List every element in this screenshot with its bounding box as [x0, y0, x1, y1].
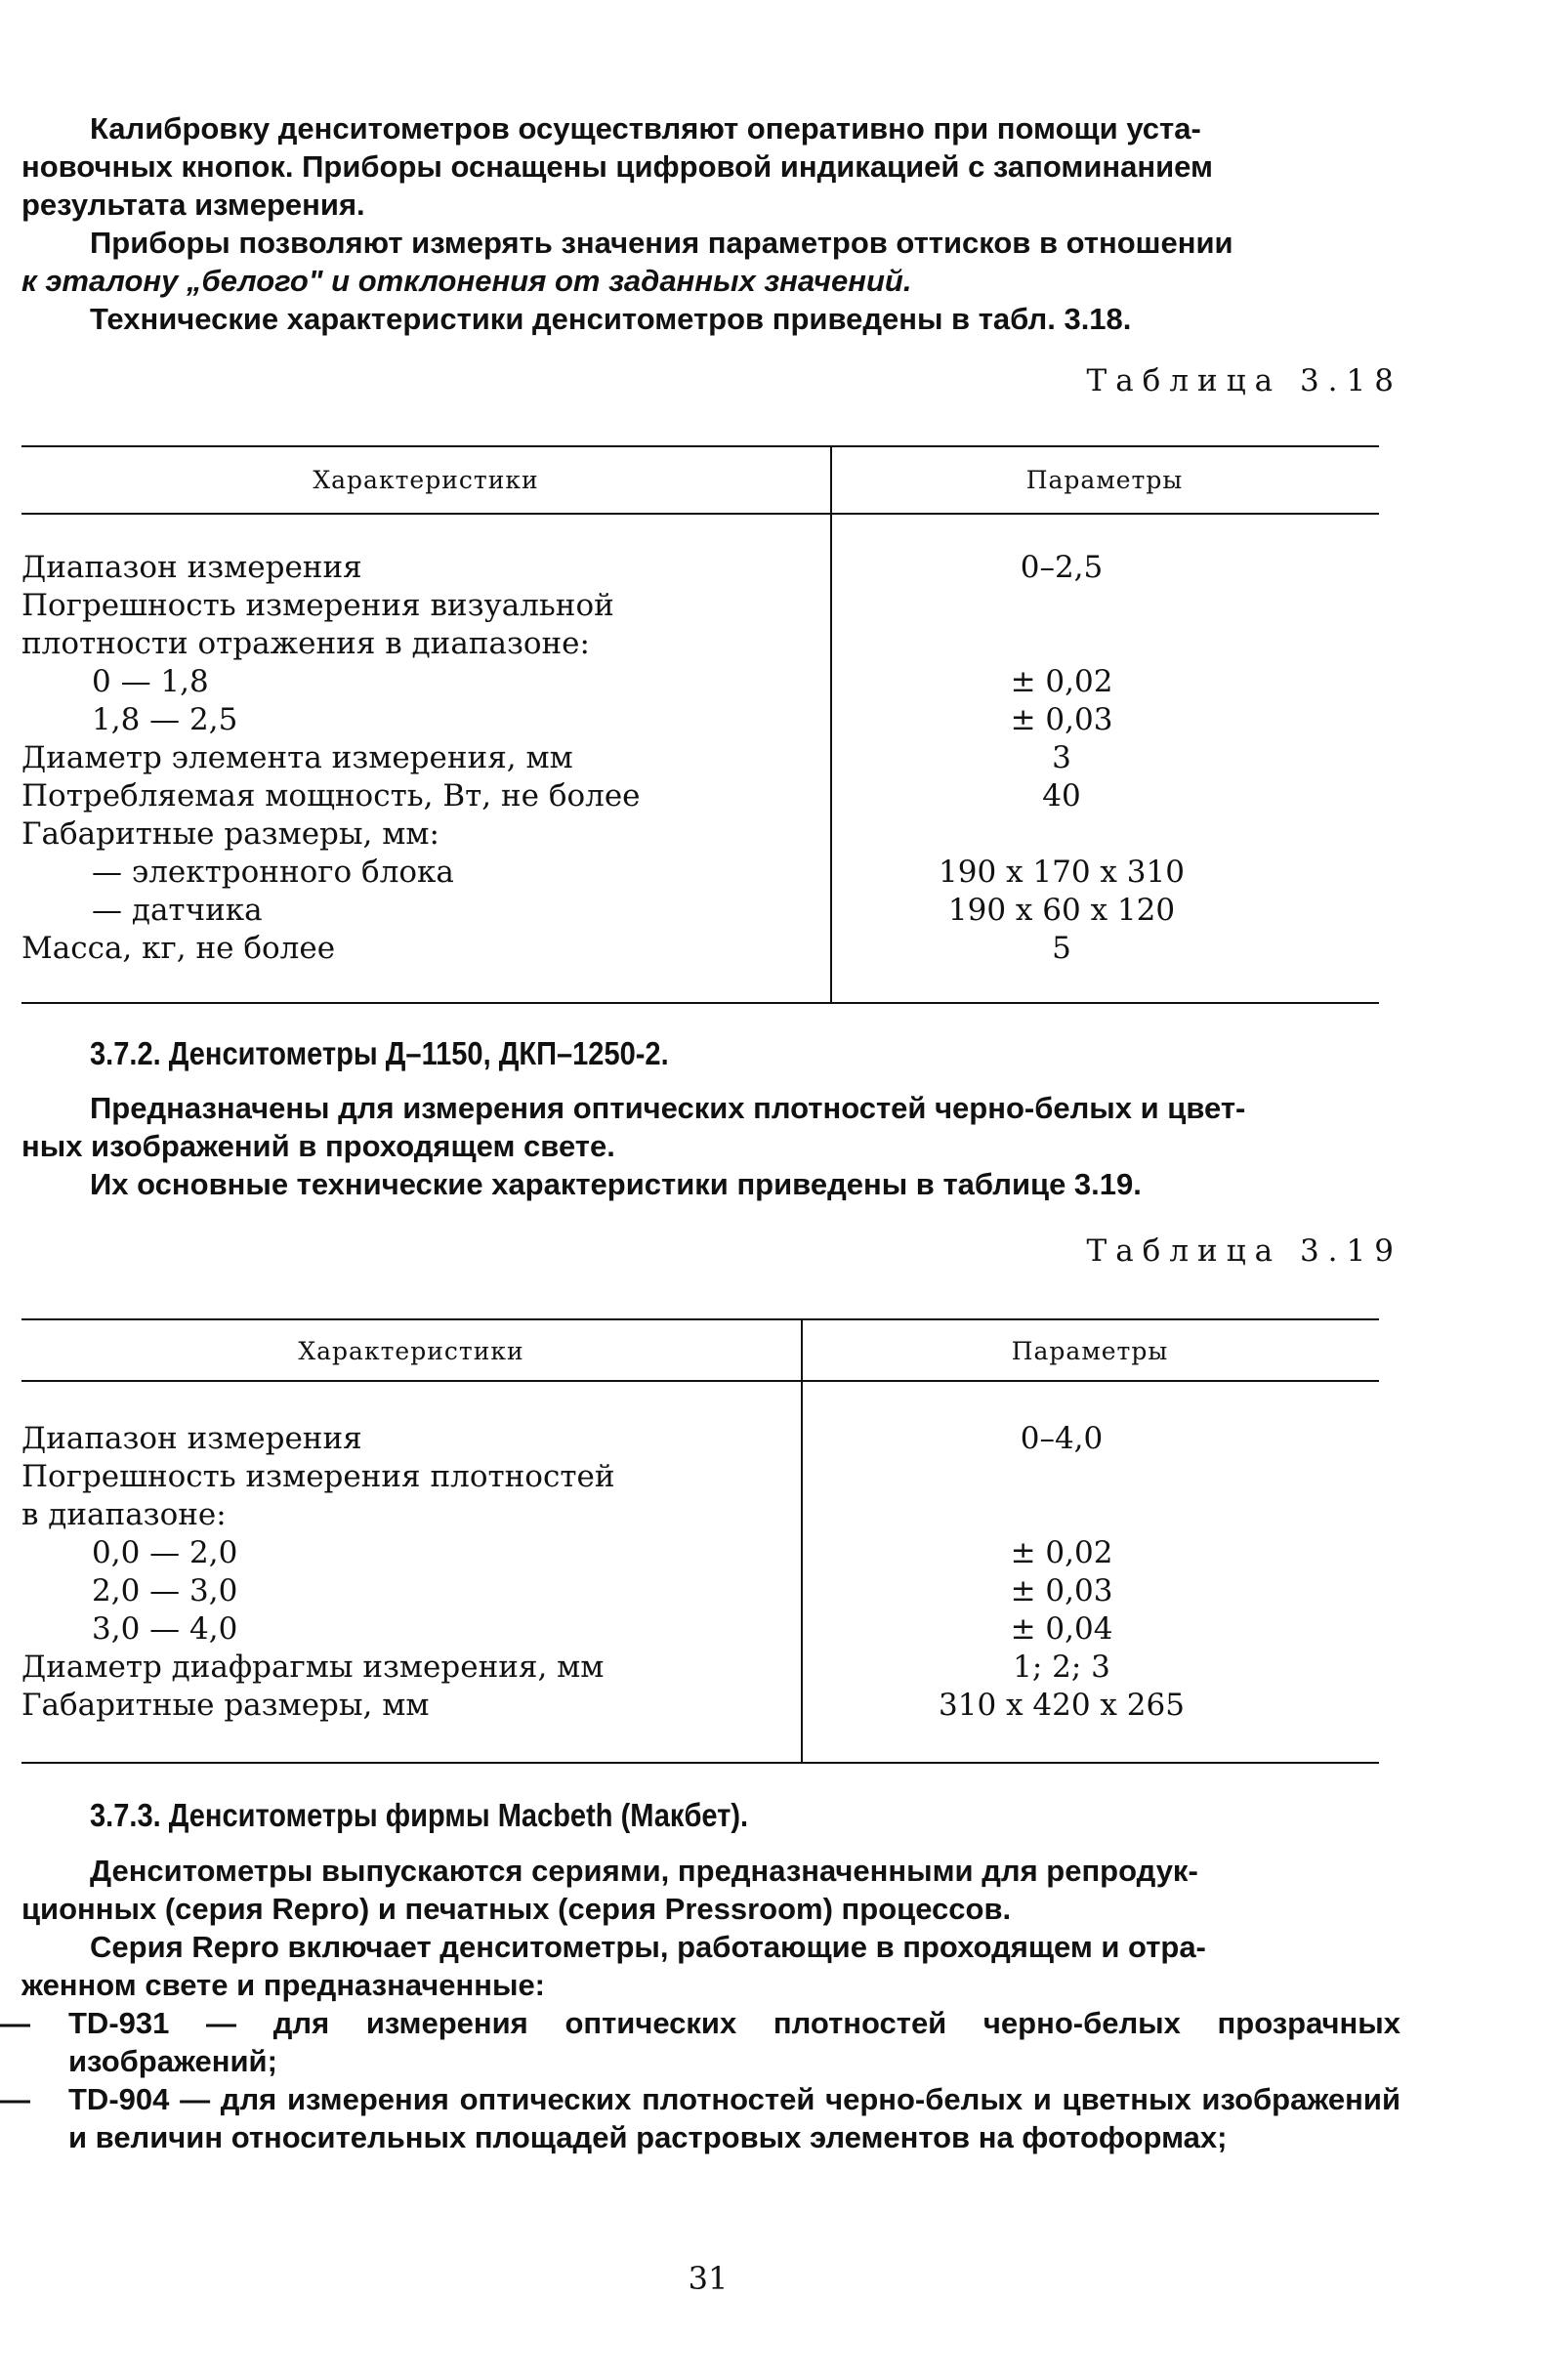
table1-row-parameter: 0–2,5 — [1020, 550, 1104, 585]
table2-bottom-rule — [21, 1762, 1379, 1764]
table2-row-parameter: 0–4,0 — [1020, 1421, 1104, 1456]
intro-p2-line2: к эталону „белого" и отклонения от заданных значений. — [21, 264, 912, 298]
section3-p1-line1: Денситометры выпускаются сериями, предназначенными для репродук- — [90, 1854, 1198, 1888]
table2-header-parameters: Параметры — [1011, 1337, 1169, 1365]
table1-row-characteristic: 1,8 — 2,5 — [92, 702, 238, 737]
table1-row-characteristic: — датчика — [92, 893, 263, 928]
table2-row-characteristic: Габаритные размеры, мм — [21, 1688, 430, 1723]
table1-header-rule — [21, 513, 1379, 515]
table1-row — [21, 587, 1379, 625]
table1-row — [21, 625, 1379, 663]
table1-row-parameter: ± 0,02 — [1010, 664, 1113, 699]
section2-p2-line1: Их основные технические характеристики приведены в таблице 3.19. — [90, 1167, 1142, 1201]
intro-p3-line1: Технические характеристики денситометров приведены в табл. 3.18. — [90, 302, 1132, 336]
table1-row — [21, 854, 1379, 892]
table2-row — [21, 1649, 1379, 1687]
page-number: 31 — [688, 2260, 729, 2297]
bullet-dash: — — [0, 2006, 30, 2040]
table2-row — [21, 1496, 1379, 1534]
section3-paragraphs — [21, 1852, 1400, 2004]
table1-row-characteristic: Масса, кг, не более — [21, 931, 336, 966]
table1-row-parameter: 190 х 170 х 310 — [939, 855, 1185, 890]
table2-row — [21, 1687, 1379, 1725]
table2-header-characteristics: Характеристики — [298, 1337, 524, 1365]
table2-row-characteristic: Погрешность измерения плотностей — [21, 1459, 615, 1494]
table2-row-parameter: ± 0,03 — [1010, 1573, 1113, 1608]
table2-row — [21, 1572, 1379, 1610]
table2-row-characteristic: 0,0 — 2,0 — [92, 1535, 238, 1570]
table1-row-parameter: 190 х 60 х 120 — [947, 893, 1176, 928]
table1-row — [21, 892, 1379, 930]
table1-row-parameter: 40 — [1042, 778, 1081, 814]
table1-header-parameters: Параметры — [1025, 466, 1184, 494]
intro-paragraphs — [21, 109, 1400, 338]
table1-row-characteristic: — электронного блока — [92, 855, 454, 890]
table1-caption: Таблица 3.18 — [1086, 363, 1402, 398]
table1-row — [21, 739, 1379, 777]
table1-row-characteristic: Погрешность измерения визуальной — [21, 588, 614, 623]
bullet-dash: — — [0, 2082, 30, 2116]
table1-header-characteristics: Характеристики — [313, 466, 539, 494]
section3-bullet-item — [0, 2080, 1400, 2156]
table1-row-characteristic: Габаритные размеры, мм: — [21, 816, 439, 852]
section2-p1-line1: Предназначены для измерения оптических плотностей черно-белых и цвет- — [90, 1091, 1246, 1125]
table2-row-characteristic: 2,0 — 3,0 — [92, 1573, 238, 1608]
table1-row — [21, 777, 1379, 815]
section3-heading: 3.7.3. Денситометры фирмы Macbeth (Макбет). — [90, 1797, 749, 1833]
table2-row-parameter: ± 0,02 — [1010, 1535, 1113, 1570]
table1-bottom-rule — [21, 1002, 1379, 1004]
table1-row-characteristic: 0 — 1,8 — [92, 664, 209, 699]
section2-p1-line2: ных изображений в проходящем свете. — [21, 1129, 615, 1163]
table2-row-characteristic: в диапазоне: — [21, 1497, 227, 1532]
table2-row — [21, 1420, 1379, 1458]
table2-row-parameter: 1; 2; 3 — [1013, 1649, 1110, 1685]
section3-bullet-item — [0, 2004, 1400, 2080]
section3-p2-line2: женном свете и предназначенные: — [21, 1968, 546, 2002]
table1-row — [21, 930, 1379, 968]
intro-p1-line2: новочных кнопок. Приборы оснащены цифровой индикацией с запоминанием — [21, 149, 1213, 184]
table2-body — [21, 1420, 1379, 1725]
section3-bullet-list — [0, 2004, 1400, 2156]
bullet-text: TD-931 — для измерения оптических плотностей черно-белых прозрачных изображений; — [68, 2006, 1400, 2078]
table1-body — [21, 549, 1379, 968]
table1-row — [21, 701, 1379, 739]
table2-top-rule — [21, 1318, 1379, 1320]
table1-row-characteristic: Диаметр элемента измерения, мм — [21, 740, 573, 775]
table1-row-characteristic: Диапазон измерения — [21, 550, 362, 585]
table1-row — [21, 815, 1379, 854]
table1-row-characteristic: Потребляемая мощность, Вт, не более — [21, 778, 641, 814]
table2-row-characteristic: Диаметр диафрагмы измерения, мм — [21, 1649, 605, 1685]
table1-row-parameter: 5 — [1052, 931, 1071, 966]
table2-row-parameter: ± 0,04 — [1010, 1611, 1113, 1647]
section3-p1-line2: ционных (серия Repro) и печатных (серия Pressroom) процессов. — [21, 1892, 1012, 1926]
table2-row — [21, 1458, 1379, 1496]
table2-caption: Таблица 3.19 — [1086, 1233, 1402, 1269]
table1-row — [21, 549, 1379, 587]
table2-row-parameter: 310 х 420 х 265 — [939, 1688, 1185, 1723]
table2-row — [21, 1610, 1379, 1649]
section2-heading: 3.7.2. Денситометры Д–1150, ДКП–1250-2. — [90, 1035, 669, 1071]
intro-p2-line1: Приборы позволяют измерять значения параметров оттисков в отношении — [90, 226, 1233, 260]
bullet-text: TD-904 — для измерения оптических плотностей черно-белых и цветных изображений и величин относительных площадей растровых элементов на фотоформах; — [68, 2082, 1400, 2154]
table1-top-rule — [21, 445, 1379, 447]
table2-row-characteristic: Диапазон измерения — [21, 1421, 362, 1456]
table2-header-rule — [21, 1380, 1379, 1382]
table2-row-characteristic: 3,0 — 4,0 — [92, 1611, 238, 1647]
intro-p1-line1: Калибровку денситометров осуществляют оперативно при помощи уста- — [90, 111, 1201, 146]
table1-row-characteristic: плотности отражения в диапазоне: — [21, 626, 590, 661]
table1-row-parameter: 3 — [1052, 740, 1071, 775]
section3-p2-line1: Серия Repro включает денситометры, работающие в проходящем и отра- — [90, 1930, 1206, 1964]
table2-row — [21, 1534, 1379, 1572]
table1-row — [21, 663, 1379, 701]
table1-row-parameter: ± 0,03 — [1010, 702, 1113, 737]
intro-p1-line3: результата измерения. — [21, 188, 365, 222]
section2-paragraphs — [21, 1089, 1400, 1203]
